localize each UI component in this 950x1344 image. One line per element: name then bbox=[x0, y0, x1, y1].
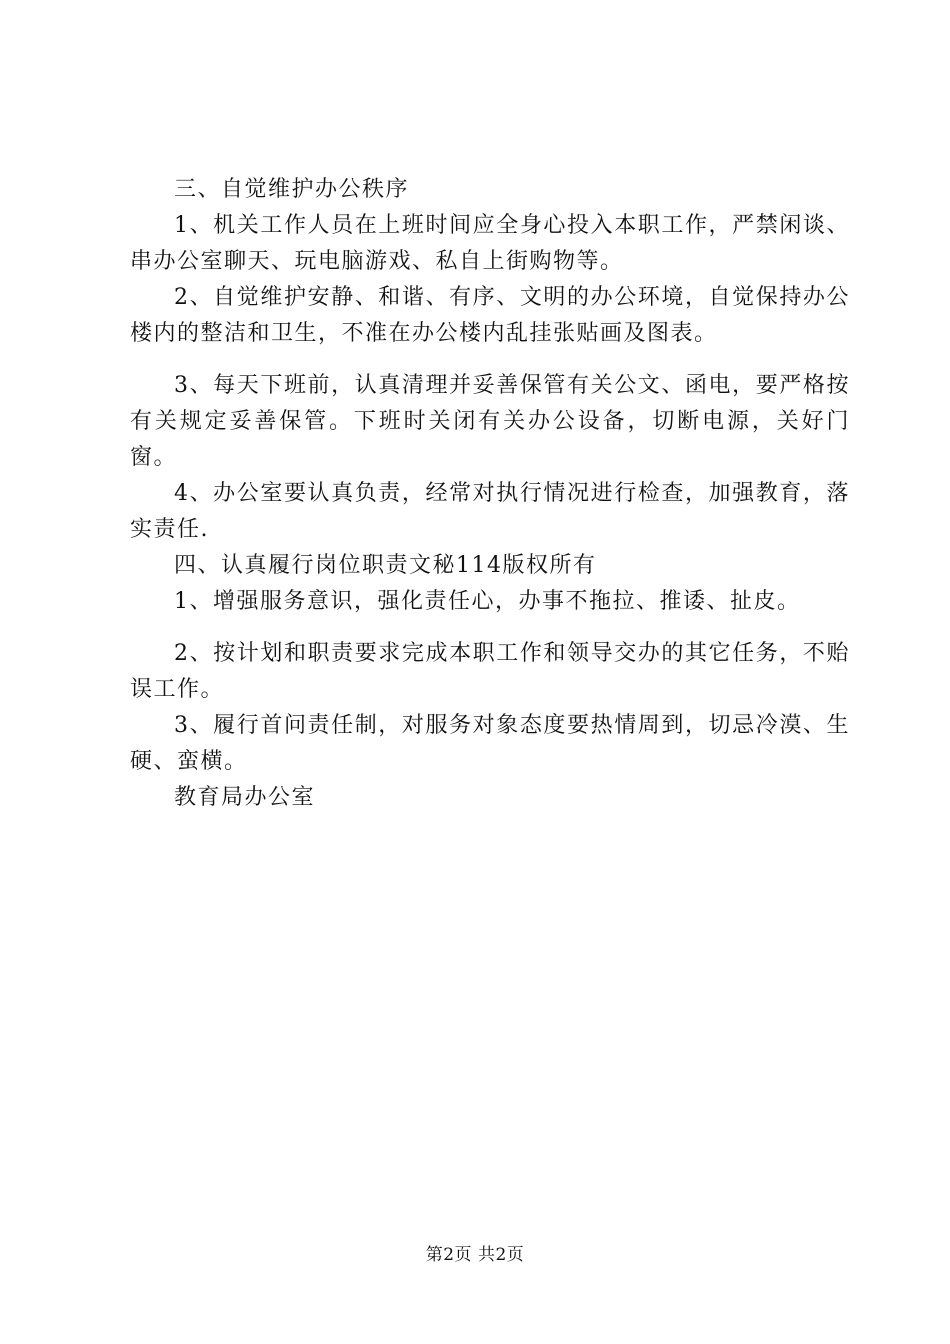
paragraph-4-2: 2、按计划和职责要求完成本职工作和领导交办的其它任务，不贻误工作。 bbox=[130, 641, 850, 702]
paragraph-3-3: 3、每天下班前，认真清理并妥善保管有关公文、函电，要严格按有关规定妥善保管。下班时关闭有关办公设备，切断电源，关好门窗。 bbox=[130, 373, 850, 470]
paragraph-3-2: 2、自觉维护安静、和谐、有序、文明的办公环境，自觉保持办公楼内的整洁和卫生，不准在办公楼内乱挂张贴画及图表。 bbox=[130, 285, 850, 346]
signature-line: 教育局办公室 bbox=[174, 785, 316, 810]
paragraph-4-1: 1、增强服务意识，强化责任心，办事不拖拉、推诿、扯皮。 bbox=[174, 589, 801, 614]
paragraph-3-1: 1、机关工作人员在上班时间应全身心投入本职工作，严禁闲谈、串办公室聊天、玩电脑游戏、私自上街购物等。 bbox=[130, 213, 850, 274]
document-body bbox=[130, 172, 850, 816]
section-heading-4: 四、认真履行岗位职责文秘114版权所有 bbox=[174, 553, 597, 578]
section-heading-3: 三、自觉维护办公秩序 bbox=[174, 177, 410, 202]
paragraph-4-3: 3、履行首问责任制，对服务对象态度要热情周到，切忌冷漠、生硬、蛮横。 bbox=[130, 713, 850, 774]
paragraph-3-4: 4、办公室要认真负责，经常对执行情况进行检查，加强教育，落实责任. bbox=[130, 481, 850, 542]
page-number-footer: 第2页 共2页 bbox=[425, 1245, 525, 1265]
